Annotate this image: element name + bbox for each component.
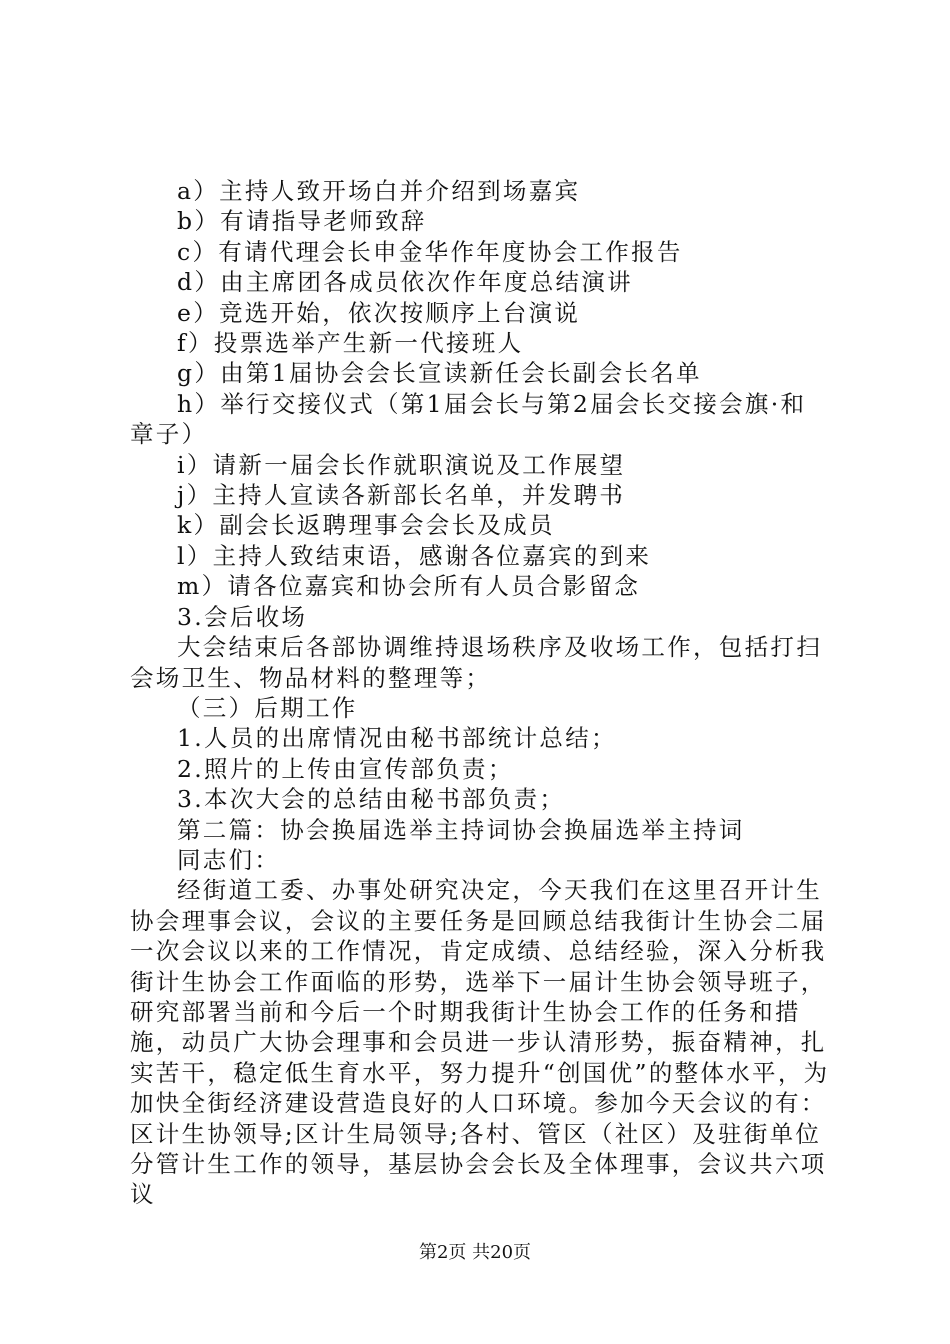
paragraph: 1.人员的出席情况由秘书部统计总结； xyxy=(177,724,617,753)
paragraph: b）有请指导老师致辞 xyxy=(177,207,427,236)
document-body xyxy=(130,176,830,1210)
paragraph: j）主持人宣读各新部长名单，并发聘书 xyxy=(177,481,626,510)
paragraph: 2.照片的上传由宣传部负责； xyxy=(177,754,514,783)
paragraph: 大会结束后各部协调维持退场秩序及收场工作，包括打扫会场卫生、物品材料的整理等； xyxy=(130,633,822,692)
paragraph: 第二篇：协会换届选举主持词协会换届选举主持词 xyxy=(177,815,745,844)
paragraph: f）投票选举产生新一代接班人 xyxy=(177,329,524,358)
paragraph: m）请各位嘉宾和协会所有人员合影留念 xyxy=(177,572,641,601)
paragraph: 3.本次大会的总结由秘书部负责； xyxy=(177,785,566,814)
paragraph: h）举行交接仪式（第1届会长与第2届会长交接会旗·和章子） xyxy=(130,389,807,449)
paragraph: （三）后期工作 xyxy=(177,693,358,722)
paragraph: c）有请代理会长申金华作年度协会工作报告 xyxy=(177,237,683,266)
paragraph: k）副会长返聘理事会会长及成员 xyxy=(177,511,555,540)
paragraph: 同志们： xyxy=(177,845,281,874)
paragraph: g）由第1届协会会长宣读新任会长副会长名单 xyxy=(177,359,702,388)
paragraph: d）由主席团各成员依次作年度总结演讲 xyxy=(177,268,633,297)
paragraph: 经街道工委、办事处研究决定，今天我们在这里召开计生协会理事会议，会议的主要任务是回顾总结我街计生协会二届一次会议以来的工作情况，肯定成绩、总结经验，深入分析我街计生协会工作面临的形势，选举下一届计生协会领导班子，研究部署当前和今后一个时期我街计生协会工作的任务和措施，动员广大协会理事和会员进一步认清形势，振奋精神，扎实苦干，稳定低生育水平，努力提升“创国优”的整体水平，为加快全街经济建设营造良好的人口环境。参加今天会议的有：区计生协领导;区计生局领导;各村、管区（社区）及驻街单位分管计生工作的领导，基层协会会长及全体理事，会议共六项议 xyxy=(130,876,830,1209)
paragraph: 3.会后收场 xyxy=(177,602,308,631)
paragraph: a）主持人致开场白并介绍到场嘉宾 xyxy=(177,177,581,205)
paragraph: l）主持人致结束语，感谢各位嘉宾的到来 xyxy=(177,541,652,570)
page-number: 第2页 共20页 xyxy=(418,1242,532,1263)
paragraph: e）竞选开始，依次按顺序上台演说 xyxy=(177,298,581,327)
paragraph: i）请新一届会长作就职演说及工作展望 xyxy=(177,450,626,479)
